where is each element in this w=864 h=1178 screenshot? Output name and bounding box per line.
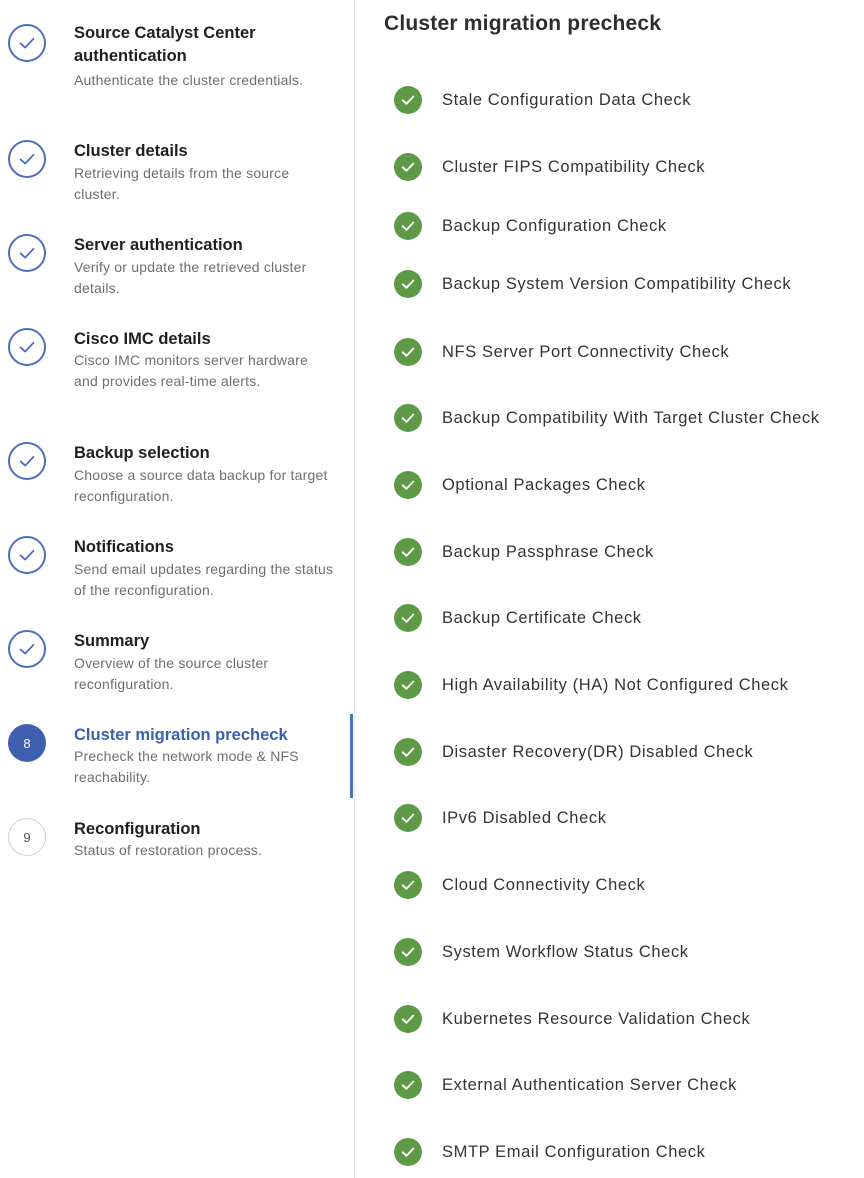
precheck-row <box>394 1138 864 1168</box>
step-complete-check-icon <box>8 140 46 178</box>
check-passed-icon <box>394 153 422 181</box>
step-title: Source Catalyst Center authentication <box>74 24 256 65</box>
check-passed-icon <box>394 338 422 366</box>
check-passed-icon <box>394 1005 422 1033</box>
precheck-label: Backup Configuration Check <box>442 217 667 235</box>
precheck-label: Disaster Recovery(DR) Disabled Check <box>442 743 754 761</box>
step-title: Cisco IMC details <box>74 330 211 348</box>
precheck-row <box>394 804 864 834</box>
step-title: Server authentication <box>74 236 243 254</box>
precheck-label: Optional Packages Check <box>442 476 646 494</box>
step-complete-check-icon <box>8 234 46 272</box>
step-complete-check-icon <box>8 630 46 668</box>
page-title: Cluster migration precheck <box>384 12 662 35</box>
active-step-indicator <box>350 714 353 798</box>
check-passed-icon <box>394 1071 422 1099</box>
precheck-row <box>394 938 864 968</box>
check-passed-icon <box>394 270 422 298</box>
precheck-row <box>394 471 864 501</box>
precheck-row <box>394 538 864 568</box>
precheck-row <box>394 153 864 183</box>
precheck-row <box>394 1005 864 1035</box>
check-passed-icon <box>394 738 422 766</box>
step-title: Summary <box>74 632 150 650</box>
precheck-label: Backup Compatibility With Target Cluster Check <box>442 409 820 427</box>
precheck-label: Backup System Version Compatibility Check <box>442 275 792 293</box>
precheck-label: Cloud Connectivity Check <box>442 876 646 894</box>
check-passed-icon <box>394 1138 422 1166</box>
step-description: Send email updates regarding the status of the reconfiguration. <box>74 561 334 598</box>
precheck-label: SMTP Email Configuration Check <box>442 1143 706 1161</box>
step-title: Backup selection <box>74 444 210 462</box>
step-title: Cluster details <box>74 142 188 160</box>
precheck-row <box>394 1071 864 1101</box>
step-description: Verify or update the retrieved cluster details. <box>74 259 307 296</box>
step-complete-check-icon <box>8 328 46 366</box>
step-description: Cisco IMC monitors server hardware and provides real-time alerts. <box>74 352 308 389</box>
check-passed-icon <box>394 938 422 966</box>
precheck-label: NFS Server Port Connectivity Check <box>442 343 730 361</box>
step-title: Reconfiguration <box>74 820 201 838</box>
step-title: Notifications <box>74 538 174 556</box>
check-passed-icon <box>394 212 422 240</box>
check-passed-icon <box>394 538 422 566</box>
precheck-row <box>394 404 864 434</box>
precheck-label: External Authentication Server Check <box>442 1076 737 1094</box>
step-complete-check-icon <box>8 24 46 62</box>
precheck-label: Kubernetes Resource Validation Check <box>442 1010 751 1028</box>
step-title: Cluster migration precheck <box>74 726 288 744</box>
step-complete-check-icon <box>8 442 46 480</box>
check-passed-icon <box>394 871 422 899</box>
check-passed-icon <box>394 471 422 499</box>
step-description: Precheck the network mode & NFS reachability. <box>74 748 299 785</box>
check-passed-icon <box>394 604 422 632</box>
check-passed-icon <box>394 86 422 114</box>
check-passed-icon <box>394 804 422 832</box>
wizard-stepper <box>0 0 354 1178</box>
precheck-label: Stale Configuration Data Check <box>442 91 692 109</box>
precheck-row <box>394 604 864 634</box>
precheck-row <box>394 738 864 768</box>
precheck-label: Backup Passphrase Check <box>442 543 654 561</box>
precheck-label: High Availability (HA) Not Configured Check <box>442 676 789 694</box>
step-description: Status of restoration process. <box>74 842 263 858</box>
check-passed-icon <box>394 404 422 432</box>
step-description: Authenticate the cluster credentials. <box>74 72 304 88</box>
precheck-row <box>394 86 864 116</box>
precheck-row <box>394 338 864 368</box>
precheck-row <box>394 871 864 901</box>
step-complete-check-icon <box>8 536 46 574</box>
precheck-label: Backup Certificate Check <box>442 609 642 627</box>
precheck-row <box>394 270 864 300</box>
check-passed-icon <box>394 671 422 699</box>
precheck-row <box>394 212 864 242</box>
precheck-row <box>394 671 864 701</box>
step-description: Retrieving details from the source cluster. <box>74 165 290 202</box>
precheck-label: IPv6 Disabled Check <box>442 809 607 827</box>
step-description: Overview of the source cluster reconfiguration. <box>74 655 269 692</box>
precheck-label: System Workflow Status Check <box>442 943 689 961</box>
step-number-badge: 8 <box>8 724 46 762</box>
precheck-label: Cluster FIPS Compatibility Check <box>442 158 706 176</box>
step-number-badge: 9 <box>8 818 46 856</box>
step-description: Choose a source data backup for target reconfiguration. <box>74 467 328 504</box>
panel-divider <box>354 0 355 1178</box>
